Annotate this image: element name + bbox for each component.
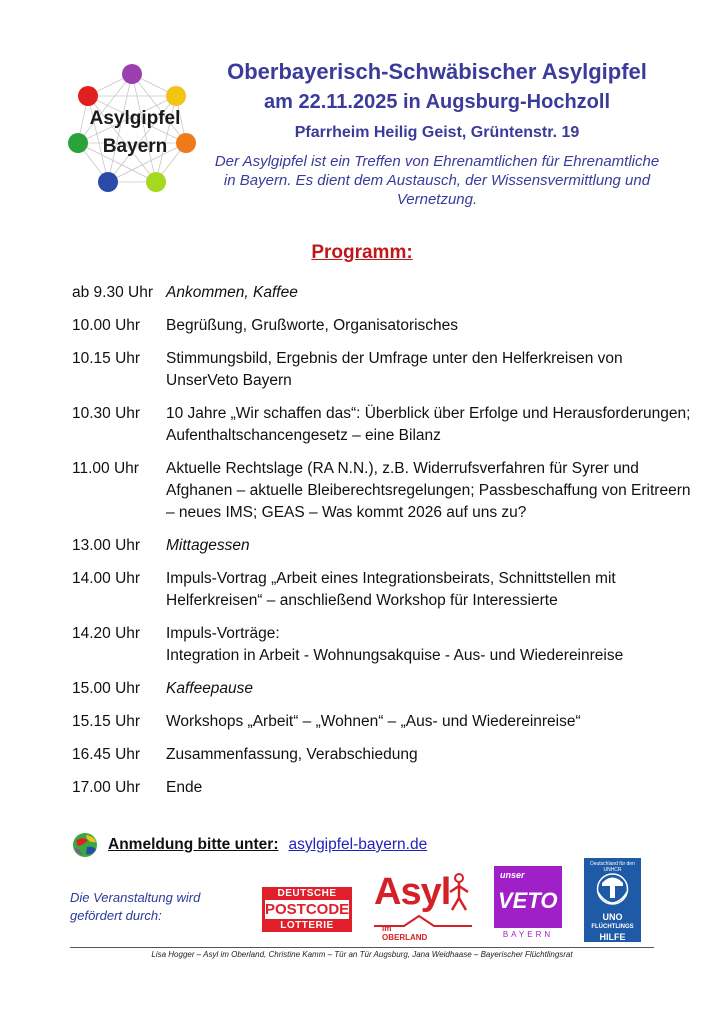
schedule-text: Workshops „Arbeit“ – „Wohnen“ – „Aus- und Wiedereinreise“	[166, 713, 581, 730]
uno-small-text: Deutschland für den UNHCR	[590, 861, 635, 873]
schedule-row	[72, 403, 692, 447]
schedule-text: Stimmungsbild, Ergebnis der Umfrage unter den Helferkreisen von UnserVeto Bayern	[166, 350, 623, 389]
schedule-row	[72, 458, 692, 524]
logo-text-line1: Asylgipfel	[89, 108, 181, 129]
asyl-sub-line2: OBERLAND	[382, 933, 428, 942]
schedule-text: Mittagessen	[166, 537, 250, 554]
program-heading: Programm:	[311, 242, 413, 263]
schedule-text-block	[166, 623, 692, 667]
uno-line3: HILFE	[599, 932, 626, 942]
uno-fluechtlingshilfe-logo	[584, 858, 641, 942]
sponsor-label-line2: gefördert durch:	[70, 908, 162, 923]
schedule-time: ab 9.30 Uhr	[72, 284, 153, 301]
postcode-lotterie-logo	[262, 887, 352, 939]
sponsor-label	[70, 889, 200, 925]
postcode-mid: POSTCODE	[262, 900, 352, 919]
registration-label: Anmeldung bitte unter:	[108, 836, 279, 853]
figure-icon	[444, 872, 474, 912]
schedule-time: 16.45 Uhr	[72, 746, 141, 763]
veto-box	[494, 866, 562, 928]
schedule-row	[72, 315, 692, 337]
schedule-row	[72, 568, 692, 612]
sponsor-label-line1: Die Veranstaltung wird	[70, 890, 201, 905]
schedule-row	[72, 711, 692, 733]
program-schedule	[72, 282, 692, 810]
registration	[72, 832, 427, 858]
schedule-row	[72, 744, 692, 766]
postcode-bot: LOTTERIE	[262, 919, 352, 932]
schedule-text: Ankommen, Kaffee	[166, 284, 298, 301]
schedule-row	[72, 777, 692, 799]
intro-text: Der Asylgipfel ist ein Treffen von Ehrenamtlichen für Ehrenamtliche in Bayern. Es dient dem Austausch, der Wissensvermittlung und Vernetzung.	[214, 153, 660, 208]
schedule-time: 17.00 Uhr	[72, 779, 141, 796]
schedule-text: Ende	[166, 779, 203, 796]
schedule-text: Impuls-Vorträge:	[166, 625, 280, 642]
asyl-sub-line1: im	[382, 924, 392, 933]
schedule-text: Kaffeepause	[166, 680, 254, 697]
footer-credits: Lisa Hogger – Asyl im Oberland, Christine Kamm – Tür an Tür Augsburg, Jana Weidhaase – Bayerischer Flüchtlingsrat	[151, 950, 573, 959]
schedule-text: Impuls-Vortrag „Arbeit eines Integrationsbeirats, Schnittstellen mit Helferkreisen“ – anschließend Workshop für Interessierte	[166, 570, 616, 609]
schedule-row	[72, 678, 692, 700]
schedule-text: Begrüßung, Grußworte, Organisatorisches	[166, 317, 459, 334]
registration-link[interactable]: asylgipfel-bayern.de	[288, 836, 428, 853]
asyl-word: Asyl	[374, 871, 451, 913]
schedule-time: 14.00 Uhr	[72, 570, 141, 587]
schedule-time: 14.20 Uhr	[72, 625, 141, 642]
schedule-text: Aktuelle Rechtslage (RA N.N.), z.B. Widerrufsverfahren für Syrer und Afghanen – aktuelle Bleiberechtsregelungen; Passbeschaffung von Eritreern – neues IMS; GEAS – Was kommt 2026 auf uns zu?	[166, 460, 691, 521]
schedule-time: 10.30 Uhr	[72, 405, 141, 422]
schedule-row	[72, 348, 692, 392]
unser-veto-logo	[494, 866, 562, 942]
postcode-top: DEUTSCHE	[262, 887, 352, 900]
header	[212, 58, 662, 209]
asyl-im-oberland-logo	[374, 870, 476, 942]
uno-text	[584, 912, 641, 942]
schedule-time: 15.00 Uhr	[72, 680, 141, 697]
schedule-time: 15.15 Uhr	[72, 713, 141, 730]
veto-word: VETO	[498, 888, 558, 913]
schedule-text: 10 Jahre „Wir schaffen das“: Überblick über Erfolge und Herausforderungen; Aufenthaltschancengesetz – eine Bilanz	[166, 405, 691, 444]
globe-icon	[72, 832, 98, 858]
veto-bayern: BAYERN	[502, 930, 554, 939]
uno-line2: FLÜCHTLINGS	[591, 924, 634, 930]
footer-divider	[70, 947, 654, 948]
page-title: Oberbayerisch-Schwäbischer Asylgipfel	[227, 59, 647, 84]
schedule-text: Zusammenfassung, Verabschiedung	[166, 746, 418, 763]
event-venue: Pfarrheim Heilig Geist, Grüntenstr. 19	[294, 124, 580, 141]
schedule-row	[72, 282, 692, 304]
schedule-time: 10.15 Uhr	[72, 350, 141, 367]
schedule-row	[72, 535, 692, 557]
event-date-place: am 22.11.2025 in Augsburg-Hochzoll	[263, 91, 611, 113]
schedule-time: 10.00 Uhr	[72, 317, 141, 334]
logo-network-graphic	[60, 58, 210, 203]
schedule-time: 13.00 Uhr	[72, 537, 141, 554]
schedule-row	[72, 623, 692, 667]
schedule-text-second-line: Integration in Arbeit - Wohnungsakquise - Aus- und Wiedereinreise	[166, 647, 624, 664]
schedule-time: 11.00 Uhr	[72, 460, 139, 477]
logo-text-line2: Bayern	[102, 136, 168, 157]
veto-small-text: unser	[500, 870, 525, 880]
unhcr-emblem-icon	[584, 868, 641, 912]
uno-line1: UNO	[602, 912, 623, 922]
asylgipfel-logo	[60, 58, 210, 203]
